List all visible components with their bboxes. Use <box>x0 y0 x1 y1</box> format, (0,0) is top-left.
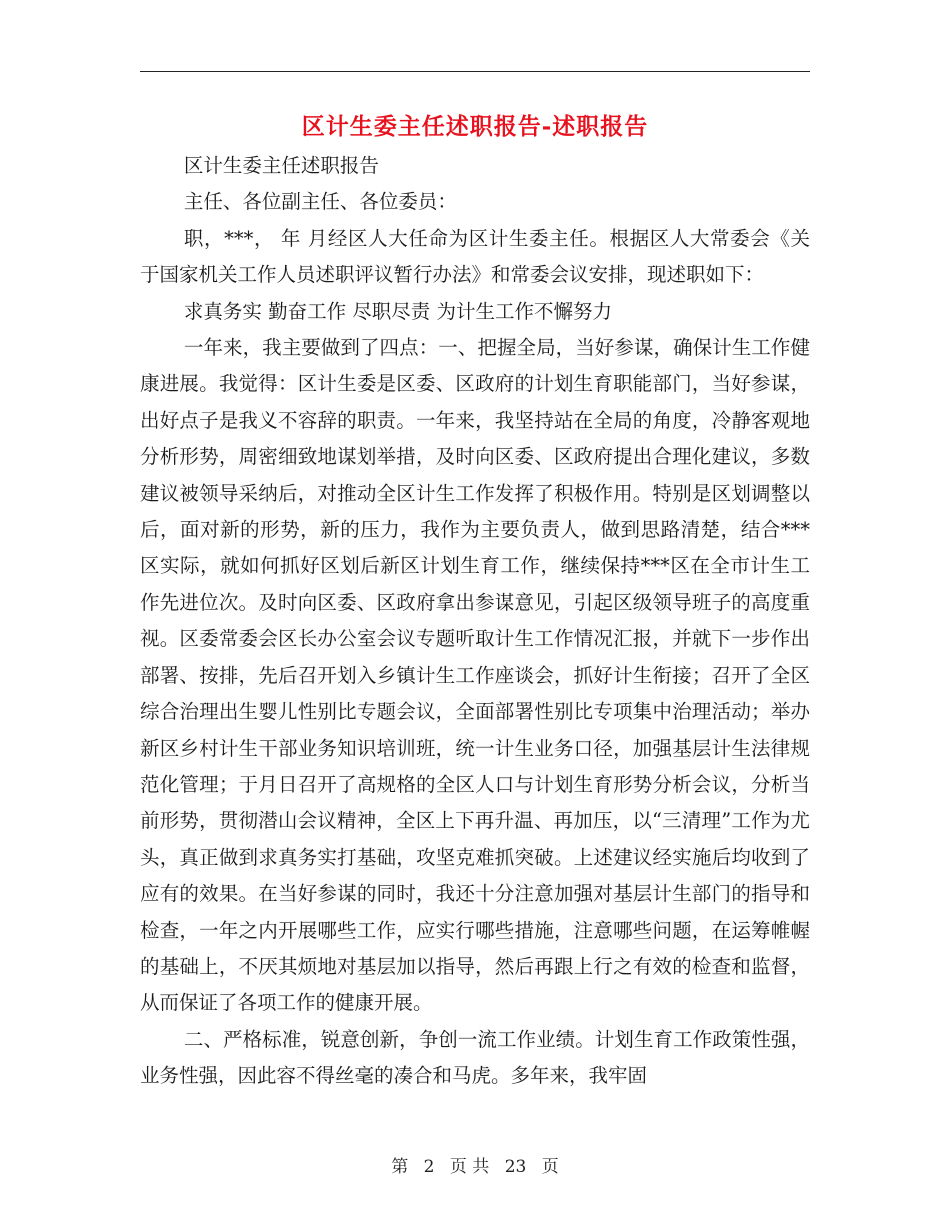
paragraph-intro: 职，***， 年 月经区人大任命为区计生委主任。根据区人大常委会《关于国家机关工作人员述职评议暂行办法》和常委会议安排，现述职如下： <box>140 226 810 287</box>
footer-page-number: 2 <box>423 1157 435 1177</box>
footer-total-pages: 23 <box>504 1157 527 1177</box>
paragraph-subtitle: 区计生委主任述职报告 <box>183 154 379 177</box>
footer-prefix: 第 <box>391 1157 409 1177</box>
document-title: 区计生委主任述职报告-述职报告 <box>301 113 649 140</box>
page-footer <box>0 1152 950 1177</box>
paragraph-section-two: 二、严格标准，锐意创新，争创一流工作业绩。计划生育工作政策性强，业务性强，因此容不得丝毫的凑合和马虎。多年来，我牢固 <box>140 1027 810 1088</box>
paragraph-salutation: 主任、各位副主任、各位委员： <box>183 190 457 214</box>
paragraph-heading: 求真务实 勤奋工作 尽职尽责 为计生工作不懈努力 <box>183 299 612 323</box>
footer-middle: 页 共 <box>449 1157 490 1177</box>
footer-suffix: 页 <box>541 1157 559 1177</box>
paragraph-section-one: 一年来，我主要做到了四点：一、把握全局，当好参谋，确保计生工作健康进展。我觉得：区计生委是区委、区政府的计划生育职能部门，当好参谋，出好点子是我义不容辞的职责。一年来，我坚持站在全局的角度，冷静客观地分析形势，周密细致地谋划举措，及时向区委、区政府提出合理化建议，多数建议被领导采纳后，对推动全区计生工作发挥了积极作用。特别是区划调整以后，面对新的形势，新的压力，我作为主要负责人，做到思路清楚，结合***区实际，就如何抓好区划后新区计划生育工作，继续保持***区在全市计生工作先进位次。及时向区委、区政府拿出参谋意见，引起区级领导班子的高度重视。区委常委会区长办公室会议专题听取计生工作情况汇报，并就下一步作出部署、按排，先后召开划入乡镇计生工作座谈会，抓好计生衔接；召开了全区综合治理出生婴儿性别比专题会议，全面部署性别比专项集中治理活动；举办新区乡村计生干部业务知识培训班，统一计生业务口径，加强基层计生法律规范化管理；于月日召开了高规格的全区人口与计划生育形势分析会议，分析当前形势，贯彻潜山会议精神，全区上下再升温、再加压，以“三清理”工作为尤头，真正做到求真务实打基础，攻坚克难抓突破。上述建议经实施后均收到了应有的效果。在当好参谋的同时，我还十分注意加强对基层计生部门的指导和检查，一年之内开展哪些工作，应实行哪些措施，注意哪些问题，在运筹帷幄的基础上，不厌其烦地对基层加以指导，然后再跟上行之有效的检查和监督，从而保证了各项工作的健康开展。 <box>140 336 810 1015</box>
document-body <box>140 148 810 1095</box>
header-rule <box>140 71 810 72</box>
